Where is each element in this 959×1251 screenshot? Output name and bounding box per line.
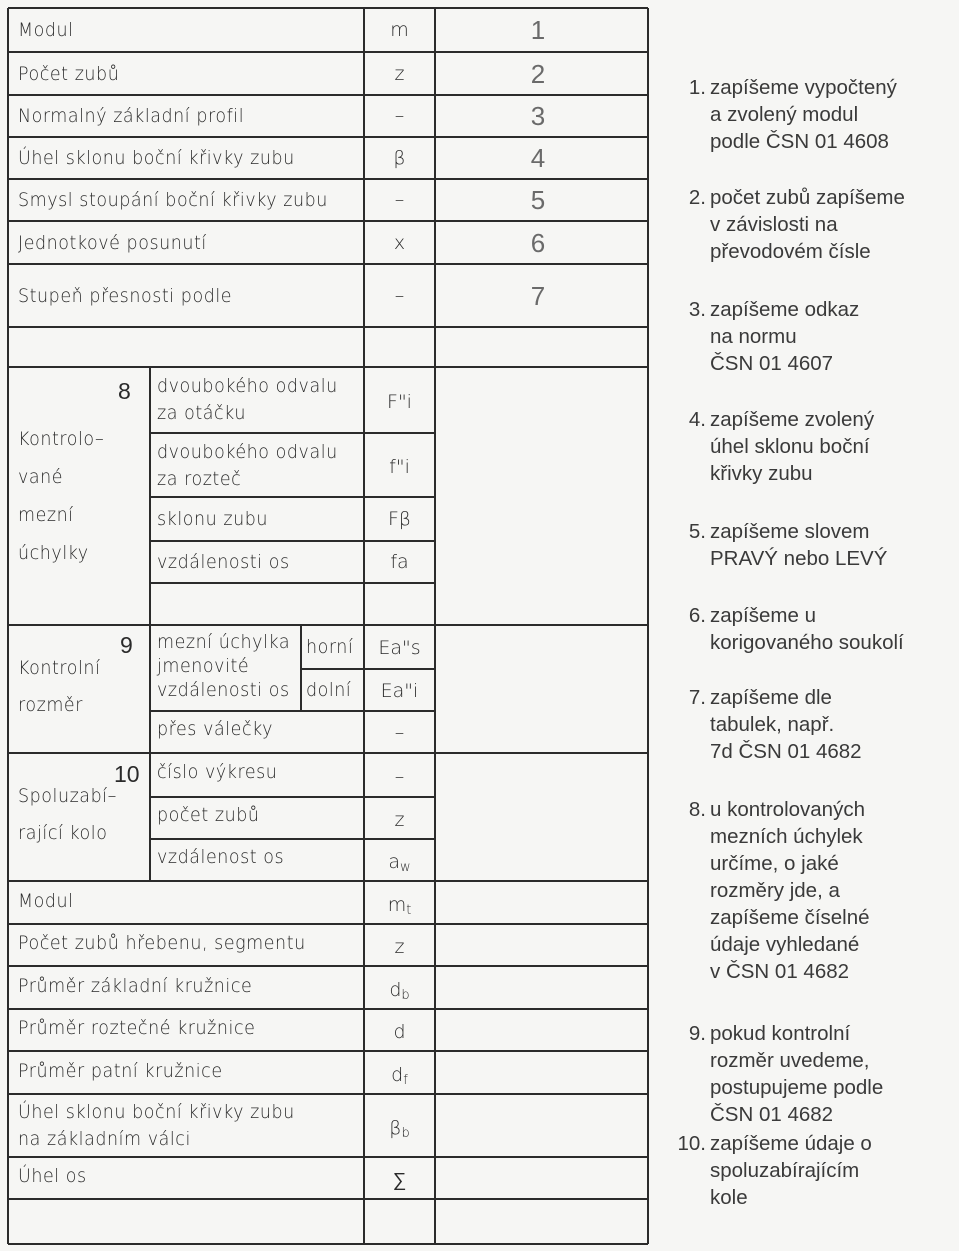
parameter-label: Počet zubů hřebenu, segmentu (18, 932, 306, 954)
group-number-9: 9 (120, 632, 133, 658)
row-divider (8, 136, 648, 138)
group-title-line: Spoluzabí– (18, 785, 117, 807)
table-bottom-border (8, 1243, 648, 1245)
note-text-line: mezních úchylek (710, 825, 863, 848)
note-text-line: PRAVÝ nebo LEVÝ (710, 547, 888, 570)
value-field-number[interactable]: 2 (530, 58, 546, 89)
note-text-line: zapíšeme dle (710, 686, 832, 709)
value-field-number[interactable]: 5 (530, 185, 546, 215)
parameter-symbol-main: ∑ (392, 1169, 407, 1191)
row-divider (8, 923, 648, 925)
parameter-symbol (364, 894, 435, 922)
note-number: 4. (688, 408, 706, 431)
group-title-line: Kontrolní (18, 657, 101, 679)
note-number: 8. (688, 798, 706, 821)
parameter-label: Smysl stoupání boční křivky zubu (18, 189, 328, 211)
mating-gear-symbol: – (394, 766, 405, 788)
note-text-line: pokud kontrolní (710, 1022, 851, 1045)
value-field-number[interactable]: 7 (530, 280, 546, 311)
deviation-symbol: F"i (387, 391, 412, 413)
group-title-line: úchylky (18, 542, 89, 564)
parameter-label: Modul (18, 889, 74, 912)
rollers-symbol: – (394, 722, 405, 744)
center-distance-deviation-label: vzdálenosti os (157, 679, 290, 701)
group-number-10: 10 (114, 761, 140, 787)
note-text-line: postupujeme podle (710, 1076, 884, 1099)
group-number-8: 8 (118, 378, 131, 404)
parameter-label: Průměr základní kružnice (18, 974, 253, 997)
group-divider (8, 624, 648, 626)
note-number: 3. (688, 298, 706, 321)
parameter-label: Modul (18, 19, 74, 41)
deviation-label: dvoubokého odvalu (157, 375, 338, 397)
mating-gear-label: číslo výkresu (157, 761, 278, 783)
row-divider (8, 1008, 648, 1010)
note-text-line: zapíšeme u (710, 604, 816, 627)
parameter-symbol-main: m (387, 893, 407, 916)
note-text-line: zapíšeme zvolený (710, 408, 875, 431)
group-title-line: mezní (18, 504, 74, 526)
note-text-line: úhel sklonu boční (710, 435, 870, 458)
upper-label: horní (306, 636, 354, 658)
center-distance-deviation-label: mezní úchylka (157, 631, 291, 653)
row-divider (8, 1050, 648, 1052)
note-number: 10. (677, 1132, 706, 1155)
parameter-label: Úhel sklonu boční křivky zubu (18, 1101, 295, 1123)
subrow-divider (150, 432, 435, 434)
parameter-label: na základním válci (18, 1128, 191, 1150)
note-text-line: ČSN 01 4607 (710, 352, 834, 375)
parameter-symbol (364, 936, 435, 958)
parameter-label: Normalný základní profil (18, 105, 245, 127)
row-divider (8, 1093, 648, 1095)
note-number: 2. (688, 186, 706, 209)
note-text-line: zapíšeme vypočtený (710, 76, 897, 99)
upper-symbol: Ea"s (378, 637, 421, 659)
parameter-symbol (364, 979, 435, 1007)
parameter-symbol: – (394, 189, 405, 211)
value-field-number[interactable]: 1 (530, 15, 546, 45)
note-text-line: zapíšeme odkaz (710, 298, 860, 321)
deviation-label: sklonu zubu (157, 508, 269, 530)
parameter-label: Průměr patní kružnice (18, 1059, 223, 1082)
row-divider (8, 1156, 648, 1158)
parameter-symbol-subscript: f (403, 1072, 408, 1088)
group-divider (8, 752, 648, 754)
parameter-symbol (364, 1117, 435, 1145)
parameter-label: Úhel sklonu boční křivky zubu (18, 147, 295, 169)
mating-gear-symbol (364, 851, 435, 879)
parameter-label: Průměr roztečné kružnice (18, 1017, 256, 1039)
subrow-divider (150, 540, 435, 542)
subrow-divider (150, 582, 435, 584)
note-text-line: a zvolený modul (710, 103, 859, 126)
center-distance-deviation-label: jmenovité (157, 655, 250, 677)
note-text-line: ČSN 01 4682 (710, 1103, 834, 1126)
note-text-line: rozměr uvedeme, (710, 1049, 870, 1072)
note-text-line: korigovaného soukolí (710, 631, 904, 654)
parameter-label: Jednotkové posunutí (18, 231, 207, 254)
row-divider (8, 94, 648, 96)
parameter-symbol (364, 1064, 435, 1092)
group-title-rule (149, 753, 151, 881)
note-text-line: 7d ČSN 01 4682 (710, 740, 862, 763)
group-divider (8, 880, 648, 882)
mating-gear-symbol-main: a (388, 851, 400, 873)
group-title-rule (149, 625, 151, 753)
parameter-symbol (364, 1169, 435, 1191)
mating-gear-label: vzdálenost os (157, 846, 285, 868)
lower-symbol: Ea"i (380, 680, 419, 702)
subrow-divider (301, 668, 435, 670)
note-text-line: údaje vyhledané (710, 933, 860, 956)
parameter-symbol (364, 1021, 435, 1043)
group-title-line: Kontrolo– (18, 428, 105, 450)
note-text-line: zapíšeme číselné (710, 906, 870, 929)
note-text-line: počet zubů zapíšeme (710, 186, 905, 209)
deviation-label: dvoubokého odvalu (157, 441, 338, 463)
parameter-symbol: – (394, 105, 405, 127)
table-right-border (647, 8, 649, 1244)
note-text-line: spoluzabírajícím (710, 1159, 860, 1182)
mating-gear-symbol-subscript: w (400, 860, 411, 875)
parameter-symbol: x (393, 231, 406, 254)
row-divider (8, 965, 648, 967)
parameter-symbol-main: d (389, 978, 402, 1001)
note-text-line: v ČSN 01 4682 (710, 960, 850, 983)
note-number: 6. (688, 604, 706, 627)
deviation-label: za rozteč (157, 468, 242, 490)
subrow-divider (150, 838, 435, 840)
parameter-symbol-main: d (393, 1021, 406, 1043)
note-text-line: u kontrolovaných (710, 798, 865, 821)
note-text-line: tabulek, např. (710, 713, 835, 736)
subrow-divider (150, 496, 435, 498)
row-divider (8, 51, 648, 53)
note-text-line: zapíšeme slovem (710, 520, 870, 543)
deviation-label: vzdálenosti os (157, 551, 290, 573)
deviation-symbol: fa (390, 551, 409, 573)
parameter-symbol-main: d (391, 1063, 404, 1086)
group-title-line: rající kolo (18, 822, 108, 844)
parameter-symbol-main: β (389, 1116, 402, 1139)
deviation-symbol: Fβ (387, 508, 412, 530)
row-divider (8, 366, 648, 368)
value-field-number[interactable]: 4 (530, 143, 546, 173)
parameter-label: Úhel os (18, 1165, 87, 1187)
note-number: 7. (688, 686, 706, 709)
parameter-symbol: β (393, 147, 406, 169)
parameter-symbol-subscript: t (406, 902, 412, 918)
mating-gear-label: počet zubů (157, 804, 260, 826)
parameter-symbol: z (394, 62, 405, 85)
note-number: 1. (688, 76, 706, 99)
note-text-line: kole (710, 1186, 748, 1209)
mating-gear-symbol: z (394, 809, 405, 831)
note-number: 5. (688, 520, 706, 543)
rollers-label: přes válečky (157, 718, 274, 740)
parameter-symbol-main: z (394, 936, 405, 958)
note-text-line: v závislosti na (710, 213, 838, 236)
parameter-symbol: m (390, 19, 409, 41)
note-text-line: křivky zubu (710, 462, 813, 485)
row-divider (8, 220, 648, 222)
deviation-symbol: f"i (389, 456, 410, 478)
row-divider (8, 263, 648, 265)
lower-label: dolní (306, 679, 352, 701)
note-text-line: rozměry jde, a (710, 879, 840, 902)
table-left-border (7, 8, 9, 1244)
deviation-label: za otáčku (157, 402, 246, 424)
group-title-line: rozměr (18, 694, 83, 716)
parameter-label: Stupeň přesnosti podle (18, 284, 233, 307)
parameter-symbol: – (394, 284, 405, 307)
value-field-number[interactable]: 6 (530, 227, 546, 258)
note-text-line: určíme, o jaké (710, 852, 839, 875)
note-text-line: převodovém čísle (710, 240, 871, 263)
note-text-line: podle ČSN 01 4608 (710, 130, 889, 153)
table-top-border (8, 7, 648, 9)
note-number: 9. (688, 1022, 706, 1045)
parameter-symbol-subscript: b (401, 987, 410, 1003)
group-title-line: vané (18, 466, 64, 488)
subrow-divider (150, 796, 435, 798)
subrow-divider (150, 710, 435, 712)
row-divider (8, 326, 648, 328)
parameter-symbol-subscript: b (401, 1125, 410, 1141)
value-field-number[interactable]: 3 (530, 101, 546, 131)
group-title-rule (149, 367, 151, 625)
note-text-line: na normu (710, 325, 797, 348)
row-divider (8, 178, 648, 180)
parameter-label: Počet zubů (18, 62, 120, 85)
row-divider (8, 1198, 648, 1200)
note-text-line: zapíšeme údaje o (710, 1132, 872, 1155)
